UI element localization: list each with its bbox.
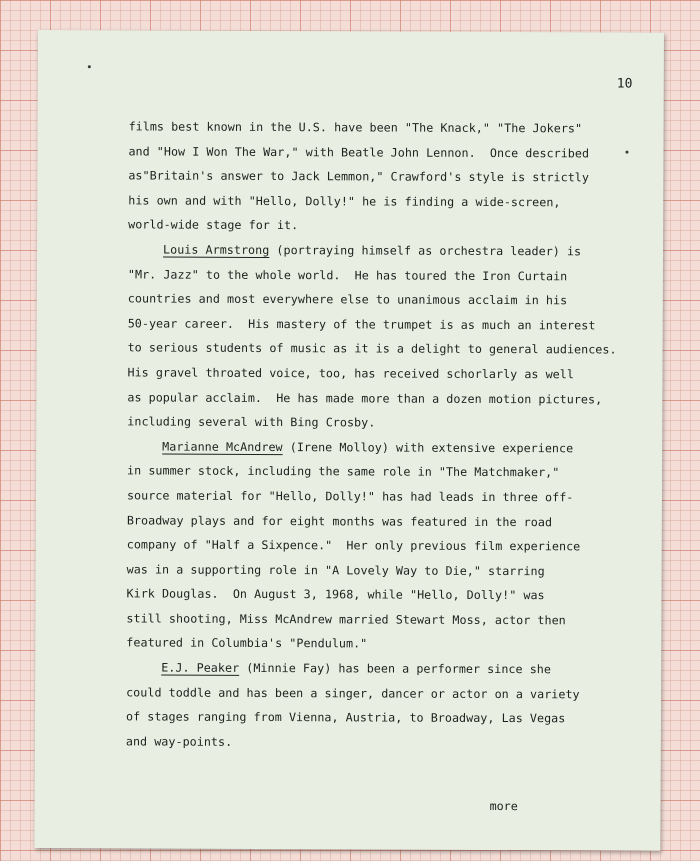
text-fragment: (Irene Molloy) with extensive experience — [282, 439, 574, 456]
text-line: films best known in the U.S. have been "The Knack," "The Jokers" — [128, 119, 583, 136]
text-line: countries and most everywhere else to unanimous acclaim in his — [127, 291, 568, 308]
text-line: as"Britain's answer to Jack Lemmon," Crawford's style is strictly — [128, 168, 590, 185]
cast-name-louis-armstrong: Louis Armstrong — [163, 242, 270, 257]
text-line: source material for "Hello, Dolly!" has had leads in three off- — [126, 488, 574, 505]
text-line: and way-points. — [125, 734, 233, 749]
cast-name-ej-peaker: E.J. Peaker — [161, 660, 240, 675]
text-line: Kirk Douglas. On August 3, 1968, while "Hello, Dolly!" was — [126, 586, 545, 603]
text-fragment: (portraying himself as orchestra leader) is — [269, 242, 582, 259]
continued-footer: more — [489, 798, 518, 814]
text-line: Broadway plays and for eight months was featured in the road — [126, 512, 553, 529]
text-line: 50-year career. His mastery of the trumpet is as much an interest — [127, 316, 596, 333]
text-line: and "How I Won The War," with Beatle John Lennon. Once described — [128, 143, 590, 160]
page-number: 10 — [616, 76, 633, 92]
text-line: in summer stock, including the same role in "The Matchmaker," — [127, 463, 560, 480]
text-line: featured in Columbia's "Pendulum." — [126, 635, 368, 651]
typed-page — [34, 30, 664, 851]
text-line: was in a supporting role in "A Lovely Way to Die," starring — [126, 562, 545, 578]
text-line: to serious students of music as it is a delight to general audiences. — [127, 340, 617, 357]
text-line: his own and with "Hello, Dolly!" he is finding a wide-screen, — [128, 193, 561, 210]
text-line: still shooting, Miss McAndrew married Stewart Moss, actor then — [126, 611, 566, 628]
paragraph-opening-line — [126, 655, 656, 682]
text-line: company of "Half a Sixpence." Her only previous film experience — [126, 537, 581, 554]
text-line: of stages ranging from Vienna, Austria, to Broadway, Las Vegas — [125, 709, 566, 726]
text-fragment: (Minnie Fay) has been a performer since she — [239, 660, 552, 677]
text-line: as popular acclaim. He has made more than a dozen motion pictures, — [127, 389, 603, 406]
text-line: world-wide stage for it. — [128, 217, 299, 233]
text-line: His gravel throated voice, too, has received schorlarly as well — [127, 365, 574, 382]
text-line: "Mr. Jazz" to the whole world. He has toured the Iron Curtain — [127, 266, 568, 283]
text-line: could toddle and has been a singer, dancer or actor on a variety — [126, 685, 580, 702]
text-line: including several with Bing Crosby. — [127, 414, 376, 430]
paper-speck — [88, 65, 91, 68]
paragraph-opening-line — [128, 237, 658, 264]
body-text — [126, 114, 659, 756]
paragraph-opening-line — [127, 434, 657, 461]
cast-name-marianne-mcandrew: Marianne McAndrew — [162, 439, 283, 454]
